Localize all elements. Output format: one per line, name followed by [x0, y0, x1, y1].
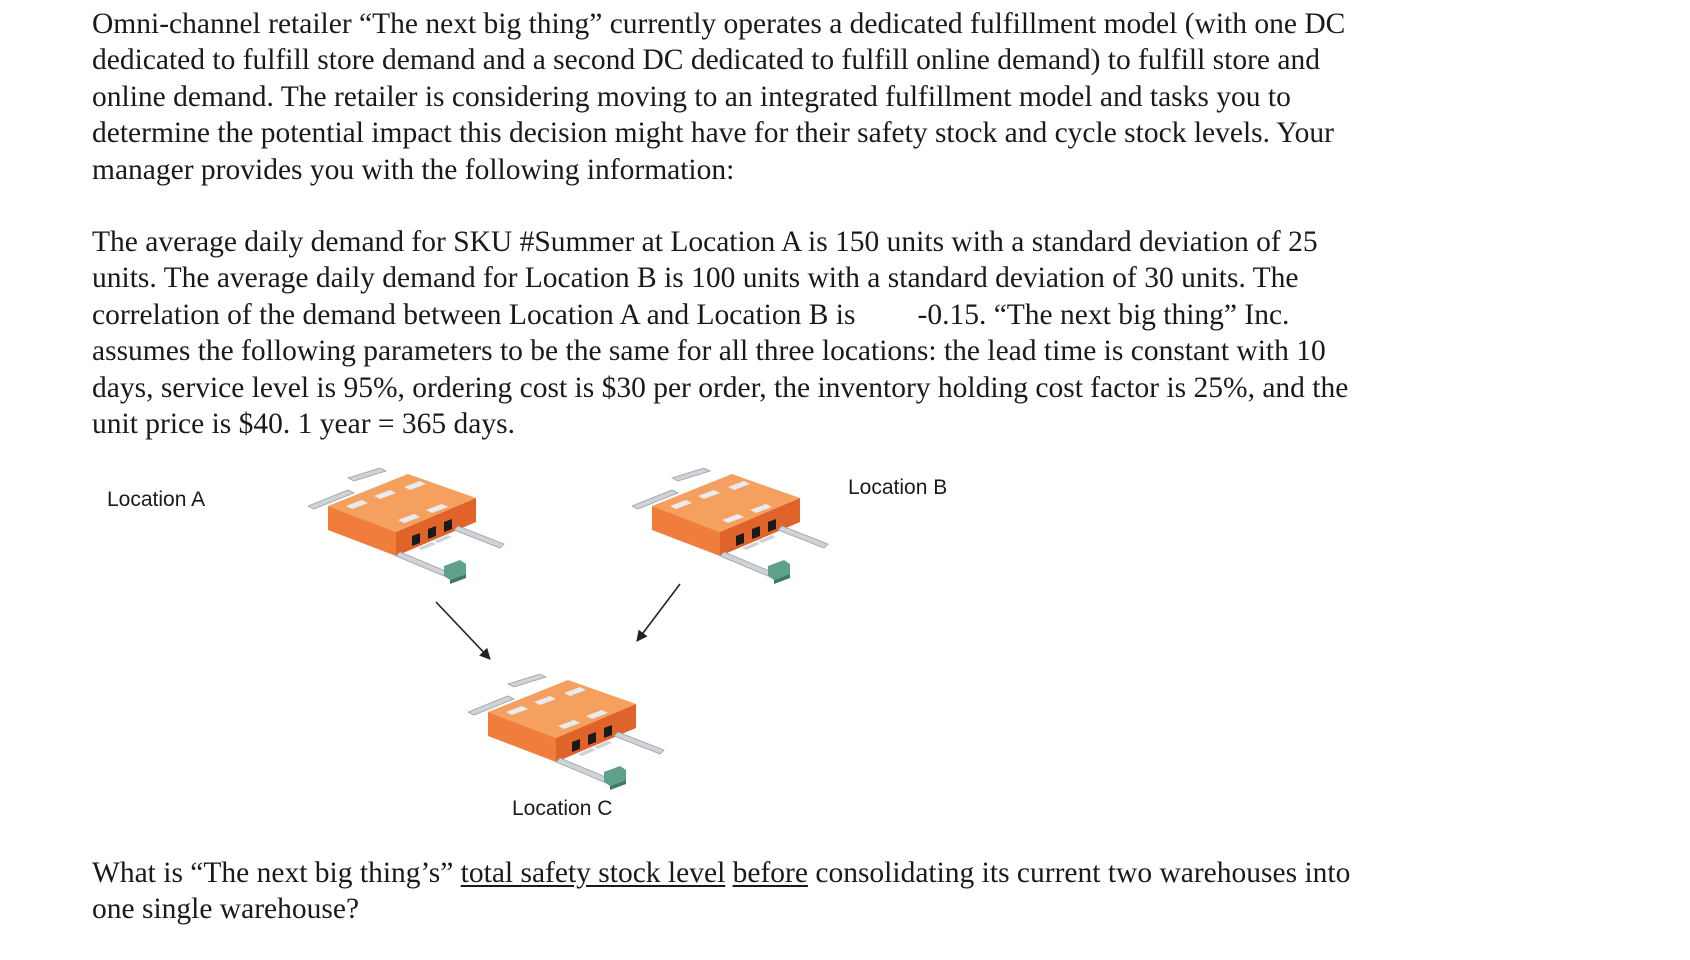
dock-rail-top — [348, 468, 386, 481]
details-line: days, service level is 95%, ordering cost is $30 per order, the inventory holding cost factor is 25%, and the — [92, 371, 1349, 404]
dock-rail-top — [508, 674, 546, 687]
dock-rail-front — [720, 552, 772, 576]
intro-line: dedicated to fulfill store demand and a second DC dedicated to fulfill online demand) to fulfill store and — [92, 44, 1320, 77]
question-prefix: What is “The next big thing’s” — [92, 857, 461, 889]
dock-rail-right — [454, 526, 504, 548]
warehouse-c-icon — [468, 674, 668, 804]
question-line — [92, 855, 1562, 891]
intro-line: determine the potential impact this decision might have for their safety stock and cycle stock levels. Your — [92, 117, 1334, 150]
correlation-value: -0.15. “The next big thing” Inc. — [917, 298, 1290, 331]
details-paragraph — [92, 224, 1562, 442]
question-line: one single warehouse? — [92, 893, 360, 926]
dock-rail-front — [396, 552, 448, 576]
dock-rail-front — [556, 758, 608, 782]
question-suffix: consolidating its current two warehouses into — [807, 857, 1351, 889]
details-line: units. The average daily demand for Location B is 100 units with a standard deviation of 30 units. The — [92, 262, 1299, 295]
question-emphasis-before: before — [732, 857, 808, 889]
details-line: assumes the following parameters to be the same for all three locations: the lead time is constant with 10 — [92, 335, 1326, 368]
question-space — [725, 857, 732, 889]
location-a-label: Location A — [107, 488, 206, 511]
location-c-label: Location C — [512, 797, 613, 820]
warehouse-b-icon — [632, 468, 832, 598]
arrow-a-to-c — [436, 602, 490, 659]
intro-paragraph — [92, 6, 1562, 188]
details-line: unit price is $40. 1 year = 365 days. — [92, 408, 515, 441]
dock-rail-right — [614, 732, 664, 754]
dock-rail-right — [778, 526, 828, 548]
intro-line: manager provides you with the following information: — [92, 153, 735, 186]
intro-line: Omni-channel retailer “The next big thing” currently operates a dedicated fulfillment model (with one DC — [92, 8, 1346, 40]
details-line: The average daily demand for SKU #Summer at Location A is 150 units with a standard deviation of 25 — [92, 226, 1318, 258]
correlation-text: correlation of the demand between Location A and Location B is — [92, 298, 856, 331]
question-paragraph — [92, 855, 1562, 928]
details-line — [92, 297, 1562, 333]
intro-line: online demand. The retailer is considering moving to an integrated fulfillment model and tasks you to — [92, 80, 1291, 113]
warehouse-a-icon — [308, 468, 508, 598]
location-b-label: Location B — [848, 476, 948, 499]
dock-rail-top — [672, 468, 710, 481]
question-emphasis-safety-stock: total safety stock level — [460, 857, 726, 889]
